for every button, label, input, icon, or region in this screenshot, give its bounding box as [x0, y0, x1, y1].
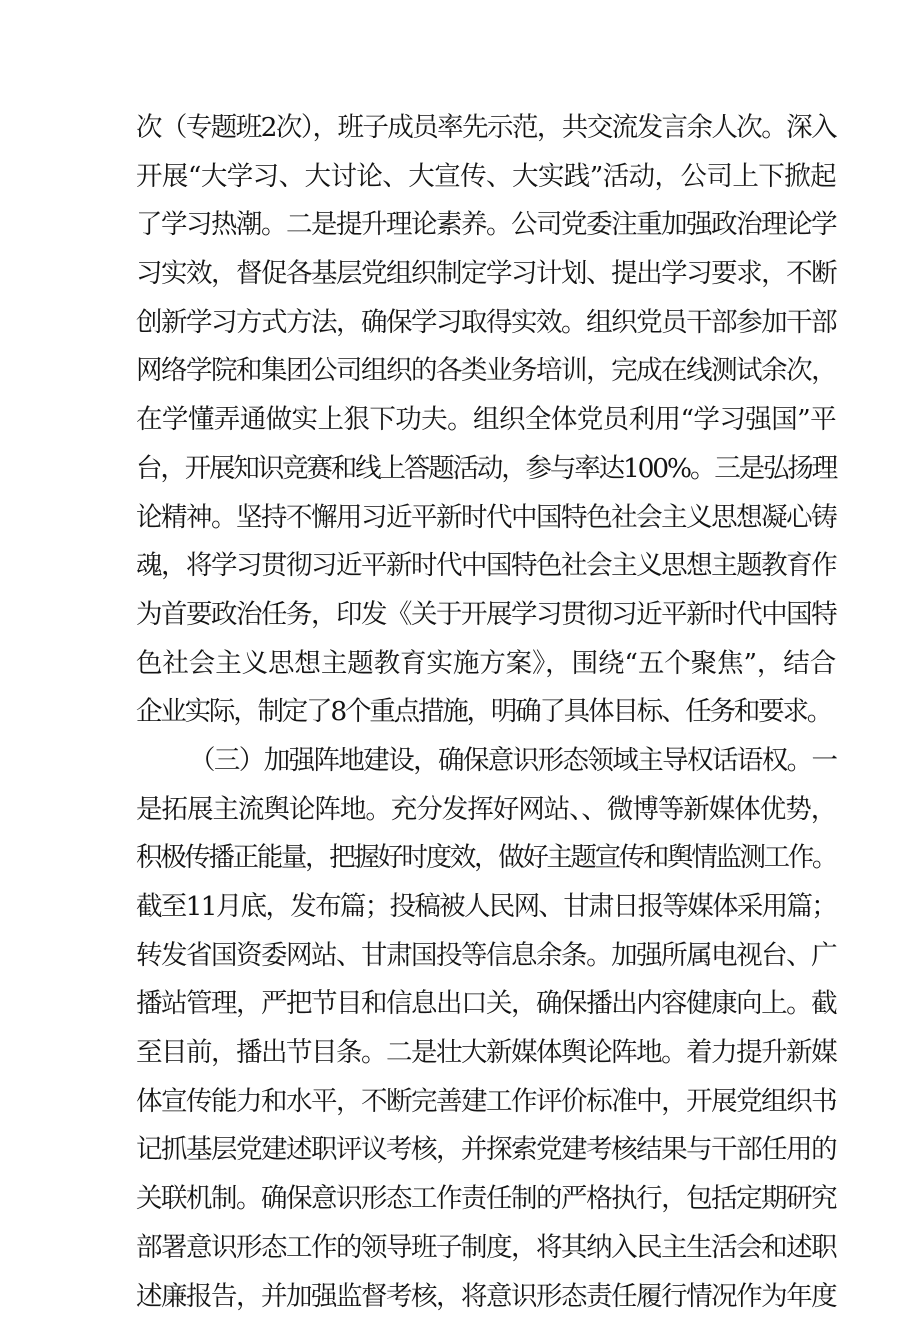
section-heading-line: （三）加强阵地建设，确保意识形态领域主导权话语权。一: [136, 737, 836, 786]
text-line: 是拓展主流舆论阵地。充分发挥好网站、、微博等新媒体优势，: [136, 786, 836, 835]
text-line: 论精神。坚持不懈用习近平新时代中国特色社会主义思想凝心铸: [136, 494, 836, 543]
text-line: 魂，将学习贯彻习近平新时代中国特色社会主义思想主题教育作: [136, 542, 836, 591]
text-line: 企业实际，制定了8个重点措施，明确了具体目标、任务和要求。: [136, 688, 836, 737]
text-line: 创新学习方式方法，确保学习取得实效。组织党员干部参加干部: [136, 299, 836, 348]
text-line: 次（专题班2次），班子成员率先示范，共交流发言余人次。深入: [136, 104, 836, 153]
text-line: 述廉报告，并加强监督考核，将意识形态责任履行情况作为年度: [136, 1273, 836, 1321]
text-line: 至目前，播出节目条。二是壮大新媒体舆论阵地。着力提升新媒: [136, 1029, 836, 1078]
paragraph-1: [136, 104, 836, 737]
text-line: 部署意识形态工作的领导班子制度，将其纳入民主生活会和述职: [136, 1224, 836, 1273]
text-line: 积极传播正能量，把握好时度效，做好主题宣传和舆情监测工作。: [136, 834, 836, 883]
text-line: 色社会主义思想主题教育实施方案》，围绕“五个聚焦”，结合: [136, 640, 836, 689]
text-line: 开展“大学习、大讨论、大宣传、大实践”活动，公司上下掀起: [136, 153, 836, 202]
text-line: 台，开展知识竞赛和线上答题活动，参与率达100%。三是弘扬理: [136, 445, 836, 494]
text-line: 关联机制。确保意识形态工作责任制的严格执行，包括定期研究: [136, 1175, 836, 1224]
text-line: 记抓基层党建述职评议考核，并探索党建考核结果与干部任用的: [136, 1126, 836, 1175]
text-line: 为首要政治任务，印发《关于开展学习贯彻习近平新时代中国特: [136, 591, 836, 640]
text-line: 网络学院和集团公司组织的各类业务培训，完成在线测试余次，: [136, 347, 836, 396]
text-line: 截至11月底，发布篇；投稿被人民网、甘肃日报等媒体采用篇；: [136, 883, 836, 932]
document-body: [136, 104, 836, 1321]
text-line: 体宣传能力和水平，不断完善建工作评价标准中，开展党组织书: [136, 1078, 836, 1127]
text-line: 在学懂弄通做实上狠下功夫。组织全体党员利用“学习强国”平: [136, 396, 836, 445]
text-line: 播站管理，严把节目和信息出口关，确保播出内容健康向上。截: [136, 980, 836, 1029]
paragraph-2: [136, 737, 836, 1321]
text-line: 转发省国资委网站、甘肃国投等信息余条。加强所属电视台、广: [136, 932, 836, 981]
text-line: 了学习热潮。二是提升理论素养。公司党委注重加强政治理论学: [136, 201, 836, 250]
text-line: 习实效，督促各基层党组织制定学习计划、提出学习要求，不断: [136, 250, 836, 299]
